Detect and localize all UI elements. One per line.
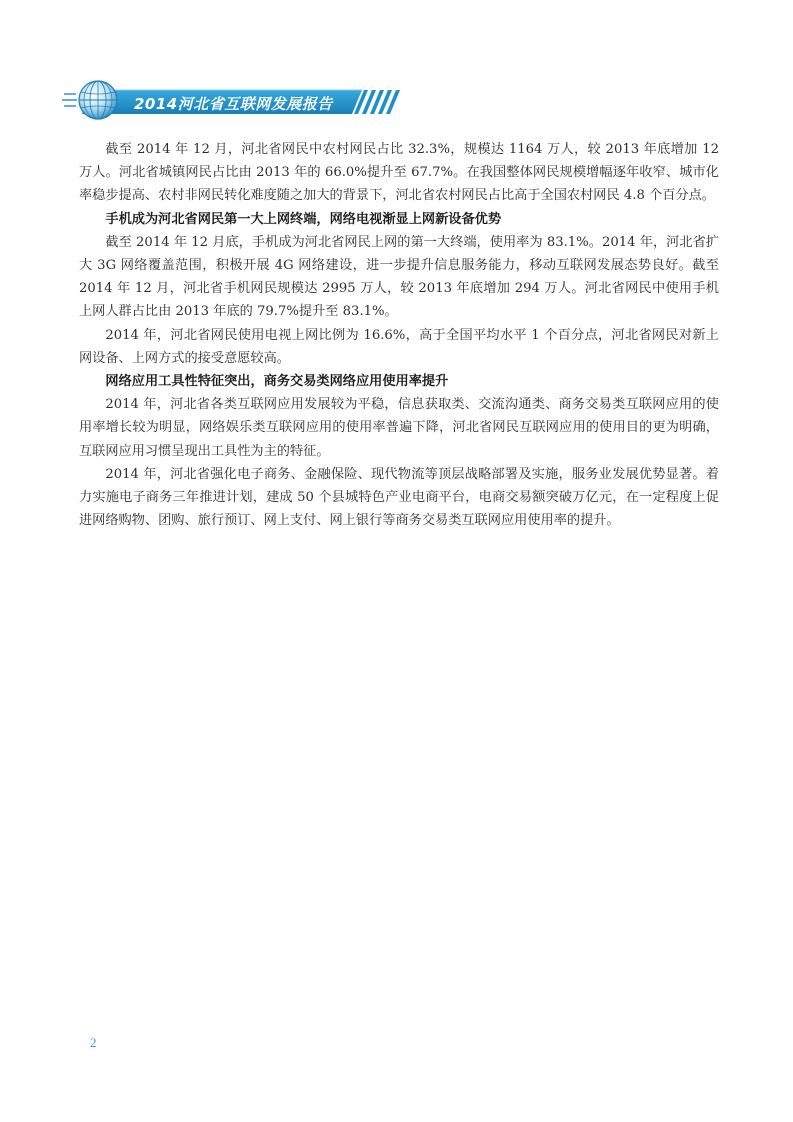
report-header [62, 78, 402, 124]
page-number: 2 [90, 1035, 97, 1050]
speed-lines-decoration [62, 94, 77, 106]
paragraph-ecommerce: 2014 年，河北省强化电子商务、金融保险、现代物流等顶层战略部署及实施，服务业发展优势显著。着力实施电子商务三年推进计划，建成 50 个县城特色产业电商平台，电商交易额突破万亿元，在一定程度上促进网络购物、团购、旅行预订、网上支付、网上银行等商务交易类互联网应用使用率的提升。 [79, 466, 719, 529]
document-body [79, 138, 719, 532]
stripes-decoration [354, 90, 400, 114]
paragraph-application-trends: 2014 年，河北省各类互联网应用发展较为平稳，信息获取类、交流沟通类、商务交易类互联网应用的使用率增长较为明显，网络娱乐类互联网应用的使用率普遍下降，河北省网民互联网应用的使用目的更为明确，互联网应用习惯呈现出工具性为主的特征。 [79, 397, 719, 459]
section-heading-mobile-terminal: 手机成为河北省网民第一大上网终端，网络电视渐显上网新设备优势 [105, 211, 502, 227]
paragraph-rural-netizens: 截至 2014 年 12 月，河北省网民中农村网民占比 32.3%，规模达 1164 万人，较 2013 年底增加 12 万人。河北省城镇网民占比由 2013 年的 66.0%提升至 67.7%。在我国整体网民规模增幅逐年收窄、城市化率稳步提高、农村非网民转化难度随之加大的背景下，河北省农村网民占比高于全国农村网民 4.8 个百分点。 [79, 142, 719, 204]
paragraph-tv-usage: 2014 年，河北省网民使用电视上网比例为 16.6%，高于全国平均水平 1 个百分点，河北省网民对新上网设备、上网方式的接受意愿较高。 [79, 327, 719, 366]
header-title: 2014河北省互联网发展报告 [134, 95, 333, 113]
globe-icon [79, 81, 117, 119]
section-heading-applications: 网络应用工具性特征突出，商务交易类网络应用使用率提升 [105, 374, 449, 390]
paragraph-mobile-usage: 截至 2014 年 12 月底，手机成为河北省网民上网的第一大终端，使用率为 83.1%。2014 年，河北省扩大 3G 网络覆盖范围，积极开展 4G 网络建设，进一步提升信息服务能力，移动互联网发展态势良好。截至 2014 年 12 月，河北省手机网民规模达 2995 万人，较 2013 年底增加 294 万人。河北省网民中使用手机上网人群占比由 2013 年底的 79.7%提升至 83.1%。 [79, 234, 719, 320]
